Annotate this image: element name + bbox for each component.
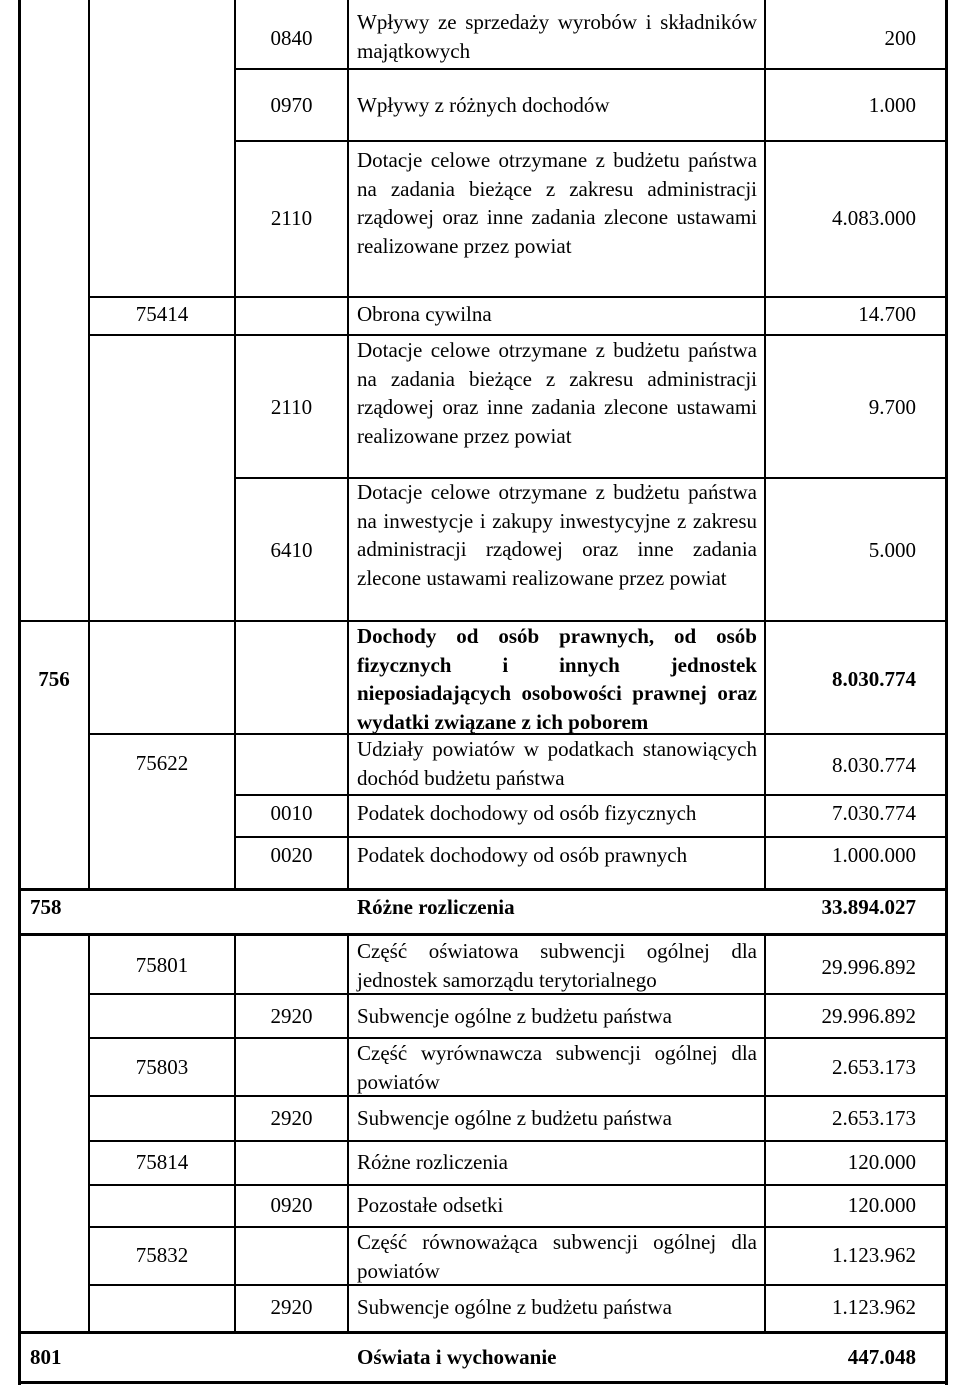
row-description: Oświata i wychowanie bbox=[357, 1345, 557, 1369]
paragraf-code: 0840 bbox=[270, 26, 313, 50]
row-description: Podatek dochodowy od osób fizycznych bbox=[357, 801, 697, 825]
row-description: Wpływy ze sprzedaży wyrobów i składników majątkowych bbox=[357, 10, 757, 63]
paragraf-code: 2110 bbox=[270, 395, 313, 419]
row-description: Subwencje ogólne z budżetu państwa bbox=[357, 1106, 672, 1130]
paragraf-code: 2920 bbox=[270, 1106, 313, 1130]
row-amount: 29.996.892 bbox=[821, 955, 916, 979]
row-amount: 29.996.892 bbox=[821, 1004, 916, 1028]
row-amount: 8.030.774 bbox=[832, 667, 916, 691]
row-amount: 1.000.000 bbox=[832, 843, 916, 867]
section-divider bbox=[18, 933, 947, 936]
section-divider bbox=[18, 888, 947, 891]
rozdzial-code: 75803 bbox=[135, 1055, 189, 1079]
paragraf-code: 6410 bbox=[270, 538, 313, 562]
row-divider bbox=[234, 836, 947, 838]
row-divider bbox=[234, 794, 947, 796]
row-amount: 1.123.962 bbox=[832, 1243, 916, 1267]
row-description: Subwencje ogólne z budżetu państwa bbox=[357, 1295, 672, 1319]
paragraf-code: 0970 bbox=[270, 93, 313, 117]
rozdzial-code: 75622 bbox=[135, 751, 189, 775]
paragraf-code: 2920 bbox=[270, 1004, 313, 1028]
row-amount: 4.083.000 bbox=[832, 206, 916, 230]
row-amount: 1.123.962 bbox=[832, 1295, 916, 1319]
row-amount: 447.048 bbox=[847, 1345, 916, 1369]
row-description: Pozostałe odsetki bbox=[357, 1193, 504, 1217]
row-description: Dotacje celowe otrzymane z budżetu państwa na inwestycje i zakupy inwestycyjne z zakresu administracji rządowej oraz inne zadania zlecone ustawami realizowane przez powiat bbox=[357, 480, 757, 590]
paragraf-code: 2110 bbox=[270, 206, 313, 230]
row-description: Obrona cywilna bbox=[357, 302, 492, 326]
row-description: Dochody od osób prawnych, od osób fizycznych i innych jednostek nieposiadających osobowości prawnej oraz wydatki związane z ich poborem bbox=[357, 624, 757, 734]
paragraf-code: 2920 bbox=[270, 1295, 313, 1319]
paragraf-code: 0020 bbox=[270, 843, 313, 867]
row-amount: 2.653.173 bbox=[832, 1055, 916, 1079]
rozdzial-code: 75814 bbox=[135, 1150, 189, 1174]
row-divider bbox=[234, 140, 947, 142]
row-amount: 5.000 bbox=[868, 538, 916, 562]
row-amount: 2.653.173 bbox=[832, 1106, 916, 1130]
rozdzial-column-divider bbox=[234, 0, 236, 890]
dzial-code: 758 bbox=[30, 895, 62, 919]
row-description: Wpływy z różnych dochodów bbox=[357, 93, 610, 117]
row-divider bbox=[88, 296, 947, 298]
paragraf-code: 0920 bbox=[270, 1193, 313, 1217]
row-description: Udziały powiatów w podatkach stanowiących dochód budżetu państwa bbox=[357, 737, 757, 790]
dzial-code: 756 bbox=[38, 667, 70, 691]
table-right-border bbox=[945, 0, 948, 1385]
dzial-code: 801 bbox=[30, 1345, 62, 1369]
table-bottom-border bbox=[18, 1381, 947, 1384]
rozdzial-code: 75801 bbox=[135, 953, 189, 977]
row-amount: 120.000 bbox=[847, 1150, 916, 1174]
row-amount: 33.894.027 bbox=[821, 895, 916, 919]
row-description: Różne rozliczenia bbox=[357, 1150, 508, 1174]
row-amount: 120.000 bbox=[847, 1193, 916, 1217]
row-description: Część oświatowa subwencji ogólnej dla jednostek samorządu terytorialnego bbox=[357, 939, 757, 992]
rozdzial-code: 75414 bbox=[135, 302, 189, 326]
row-divider bbox=[88, 1140, 947, 1142]
section-divider bbox=[18, 1331, 947, 1334]
row-amount: 14.700 bbox=[858, 302, 916, 326]
row-divider bbox=[234, 68, 947, 70]
row-description: Część równoważąca subwencji ogólnej dla powiatów bbox=[357, 1230, 757, 1283]
row-amount: 1.000 bbox=[868, 93, 916, 117]
rozdzial-code: 75832 bbox=[135, 1243, 189, 1267]
paragraf-column-divider bbox=[347, 0, 349, 890]
row-description: Podatek dochodowy od osób prawnych bbox=[357, 843, 688, 867]
row-amount: 200 bbox=[884, 26, 916, 50]
row-description: Dotacje celowe otrzymane z budżetu państwa na zadania bieżące z zakresu administracji rządowej oraz inne zadania zlecone ustawami realizowane przez powiat bbox=[357, 148, 757, 258]
row-description: Subwencje ogólne z budżetu państwa bbox=[357, 1004, 672, 1028]
row-description: Część wyrównawcza subwencji ogólnej dla powiatów bbox=[357, 1041, 757, 1094]
paragraf-code: 0010 bbox=[270, 801, 313, 825]
row-divider bbox=[88, 1184, 947, 1186]
row-amount: 8.030.774 bbox=[832, 753, 916, 777]
row-description: Dotacje celowe otrzymane z budżetu państwa na zadania bieżące z zakresu administracji rządowej oraz inne zadania zlecone ustawami realizowane przez powiat bbox=[357, 338, 757, 448]
row-description: Różne rozliczenia bbox=[357, 895, 515, 919]
row-amount: 9.700 bbox=[868, 395, 916, 419]
row-amount: 7.030.774 bbox=[832, 801, 916, 825]
